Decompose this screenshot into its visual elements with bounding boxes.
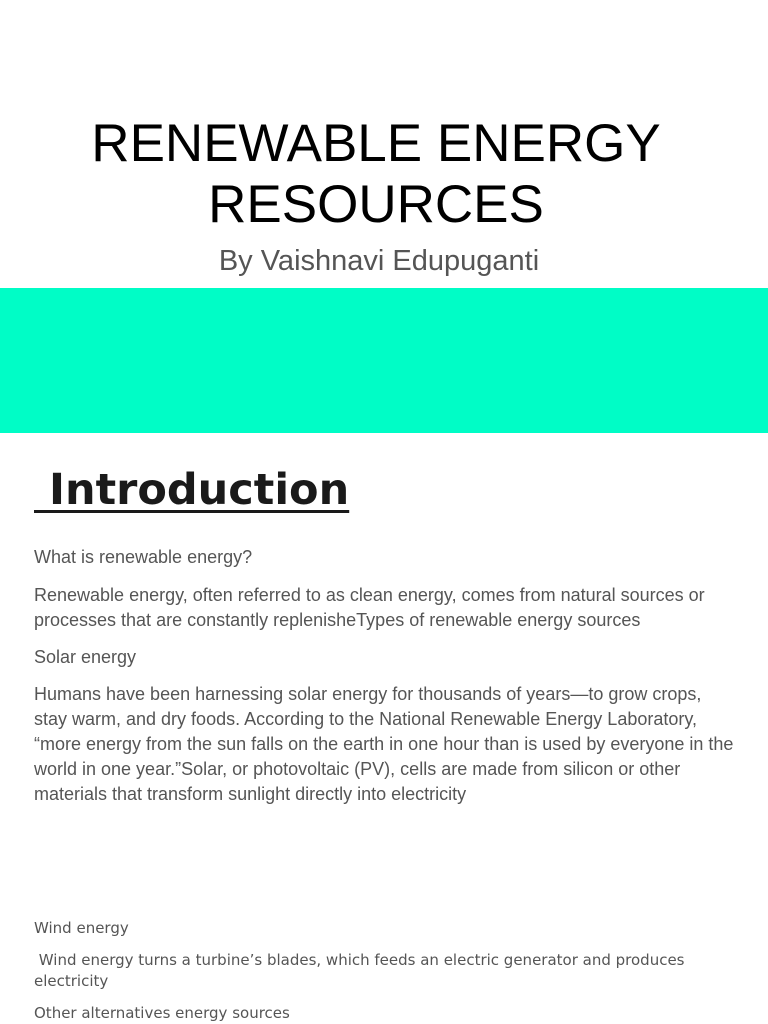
presentation-title bbox=[0, 113, 752, 235]
title-line-2: RESOURCES bbox=[208, 175, 544, 234]
author-subtitle: By Vaishnavi Edupuganti bbox=[218, 245, 540, 277]
wind-heading: Wind energy bbox=[34, 919, 129, 937]
renewable-definition: Renewable energy, often referred to as clean energy, comes from natural sources or processes that are constantly replenisheTypes of renewable energy sources bbox=[34, 585, 705, 630]
renewable-question: What is renewable energy? bbox=[34, 547, 253, 567]
introduction-heading: Introduction bbox=[34, 465, 350, 515]
solar-heading: Solar energy bbox=[34, 647, 137, 667]
title-line-1: RENEWABLE ENERGY bbox=[91, 114, 661, 173]
accent-color-band bbox=[0, 288, 768, 433]
solar-paragraph: Humans have been harnessing solar energy for thousands of years—to grow crops, stay warm, and dry foods. According to the National Renewable Energy Laboratory, “more energy from the sun falls on the earth in one hour than is used by everyone in the world in one year.”Solar, or photovoltaic (PV), cells are made from silicon or other materials that transform sunlight directly into electricity bbox=[34, 684, 734, 804]
other-sources-heading: Other alternatives energy sources bbox=[34, 1004, 290, 1022]
wind-paragraph: Wind energy turns a turbine’s blades, which feeds an electric generator and produces electricity bbox=[34, 951, 690, 990]
